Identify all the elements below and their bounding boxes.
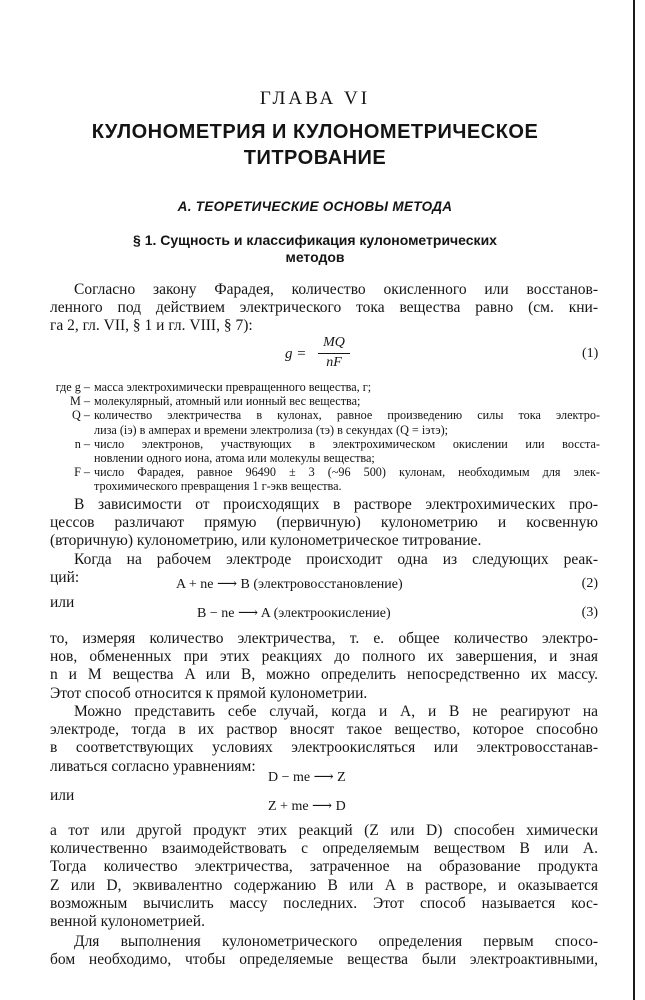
intro-paragraph	[50, 281, 598, 336]
text-line: Z или D, эквивалентно содержанию B или A в растворе, и оказывается	[50, 876, 598, 894]
legend-entry	[30, 408, 600, 436]
equation-2	[50, 576, 598, 596]
text-line: в соответствующих условиях электроокисляться или электровосстанав-	[50, 739, 598, 757]
legend-text: число электронов, участвующих в электрохимическом окислении или восста-	[94, 436, 600, 451]
legend-entry	[30, 380, 600, 394]
chapter-title-line: КУЛОНОМЕТРИЯ И КУЛОНОМЕТРИЧЕСКОЕ	[91, 121, 539, 143]
text-line: бом необходимо, чтобы определяемые вещества были электроактивными,	[50, 951, 598, 969]
legend-text: масса электрохимически превращенного вещества, г;	[94, 380, 372, 394]
text-line: венной кулонометрией.	[50, 912, 205, 930]
text-line: цессов различают прямую (первичную) кулонометрию и косвенную	[50, 514, 598, 532]
paragraph-indirect-coulometry	[50, 822, 598, 931]
paragraph-title-line: § 1. Сущность и классификация кулонометрических	[133, 232, 497, 248]
page-edge-rule	[633, 0, 635, 1000]
text-line: количественно взаимодействовать с определяемым веществом B или A.	[50, 840, 598, 858]
symbol-legend	[30, 380, 600, 494]
paragraph-title	[0, 232, 630, 266]
legend-entry	[30, 394, 600, 408]
fraction-bar	[318, 353, 350, 354]
legend-symbol: F –	[74, 465, 90, 480]
text-line: ций:	[50, 569, 80, 587]
chapter-title-line: ТИТРОВАНИЕ	[243, 147, 387, 169]
text-line: нов, обмененных при этих реакциях до полного их завершения, и зная	[50, 648, 598, 666]
paragraph-classification	[50, 496, 598, 551]
legend-entry	[30, 437, 600, 465]
text-line: ленного под действием электрического тока вещества равно (см. кни-	[50, 299, 598, 317]
text-line: В зависимости от происходящих в растворе электрохимических про-	[74, 496, 598, 513]
equation-text: B − ne ⟶ A (электроокисление)	[197, 606, 391, 621]
legend-text: новлении одного иона, атома или молекулы вещества;	[94, 451, 375, 466]
equation-4	[50, 769, 598, 789]
formula-lhs: g =	[285, 346, 307, 362]
chapter-title	[0, 119, 630, 171]
equation-text: A + ne ⟶ B (электровосстановление)	[176, 577, 403, 592]
equation-5	[50, 798, 598, 818]
text-line: n и M вещества A или B, можно определить непосредственно их массу.	[50, 666, 598, 684]
equation-text: D − me ⟶ Z	[268, 770, 346, 785]
text-line: а тот или другой продукт этих реакций (Z или D) способен химически	[50, 822, 598, 839]
legend-symbol: M –	[70, 394, 90, 409]
chapter-heading: ГЛАВА VI	[259, 88, 371, 109]
paragraph-direct-coulometry	[50, 630, 598, 703]
legend-entry	[30, 465, 600, 493]
text-line: ливаться согласно уравнениям:	[50, 757, 256, 775]
text-line: электроде, тогда в их раствор вносят такое вещество, которое способно	[50, 721, 598, 739]
legend-text: молекулярный, атомный или ионный вес вещества;	[94, 394, 361, 409]
text-line: то, измеряя количество электричества, т. е. общее количество электро-	[50, 630, 598, 647]
legend-symbol: Q –	[72, 408, 90, 423]
formula-1	[0, 335, 630, 375]
text-line: Когда на рабочем электроде происходит одна из следующих реак-	[74, 551, 598, 568]
equation-3	[50, 605, 598, 625]
paragraph-requirements	[50, 933, 598, 969]
text-line: Для выполнения кулонометрического определения первым спосо-	[74, 933, 598, 950]
text-line: (вторичную) кулонометрию, или кулонометрическое титрование.	[50, 532, 482, 550]
formula-denominator: nF	[326, 355, 342, 370]
text-line: или	[50, 594, 75, 611]
legend-text: лиза (iэ) в амперах и времени электролиза (τэ) в секундах (Q = iэτэ);	[94, 422, 449, 437]
equation-number: (3)	[581, 605, 598, 620]
formula-numerator: MQ	[323, 335, 345, 350]
equation-text: Z + me ⟶ D	[268, 799, 346, 814]
legend-text: количество электричества в кулонах, равное произведению силы тока электро-	[94, 408, 600, 423]
equation-number: (2)	[581, 576, 598, 591]
text-line: Этот способ относится к прямой кулонометрии.	[50, 684, 368, 702]
legend-text: трохимического превращения 1 г-экв вещества.	[94, 479, 342, 494]
subsection-heading: А. ТЕОРЕТИЧЕСКИЕ ОСНОВЫ МЕТОДА	[177, 199, 453, 214]
text-line: или	[50, 787, 75, 804]
paragraph-title-line: методов	[285, 249, 345, 265]
legend-text: число Фарадея, равное 96490 ± 3 (~96 500) кулонам, необходимым для элек-	[94, 465, 600, 480]
paragraph-indirect-case	[50, 703, 598, 776]
text-line: Согласно закону Фарадея, количество окисленного или восстанов-	[74, 281, 598, 298]
text-line: возможным вычислить массу последних. Этот способ называется кос-	[50, 894, 598, 912]
legend-symbol: n –	[74, 436, 90, 451]
text-line: Можно представить себе случай, когда и A, и B не реагируют на	[74, 703, 598, 720]
text-line: га 2, гл. VII, § 1 и гл. VIII, § 7):	[50, 317, 253, 335]
legend-symbol: где g –	[55, 380, 90, 394]
equation-number: (1)	[582, 346, 599, 361]
text-line: Тогда количество электричества, затраченное на образование продукта	[50, 858, 598, 876]
